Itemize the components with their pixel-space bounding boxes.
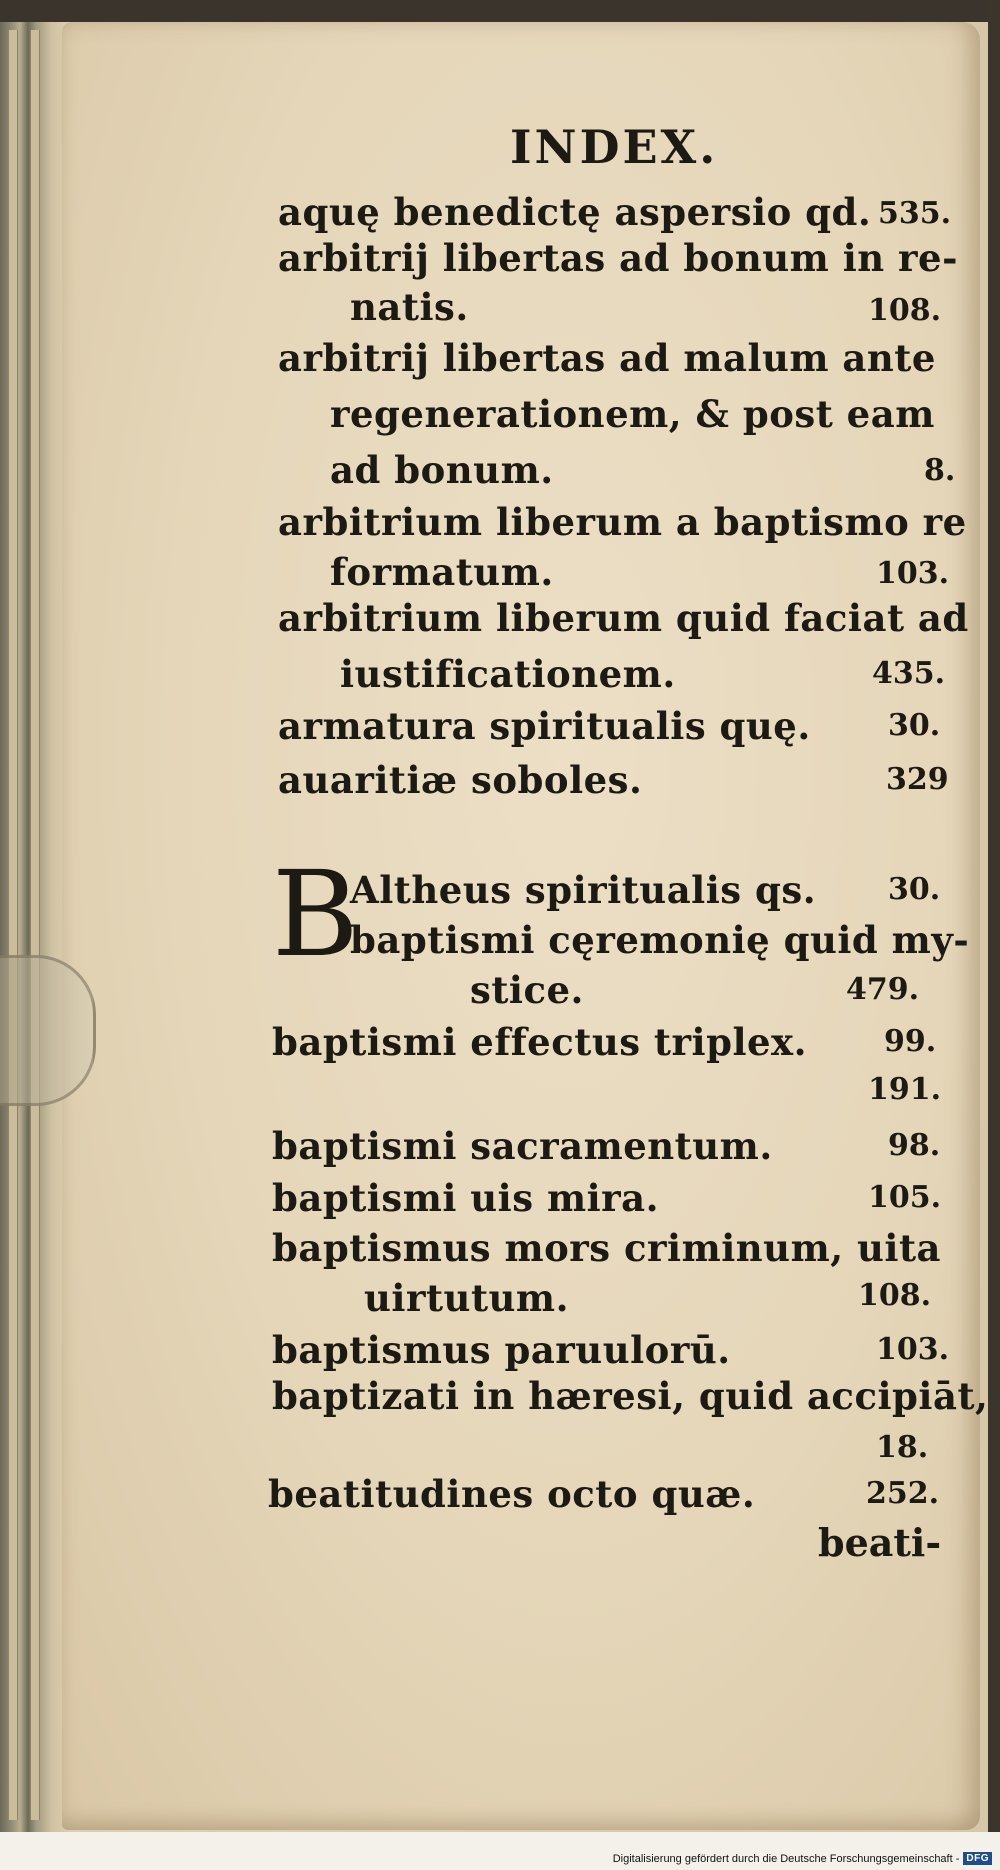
digitization-credit xyxy=(613,1852,992,1865)
index-page-number: 18. xyxy=(876,1430,929,1465)
index-entry-line: arbitrij libertas ad bonum in re- xyxy=(278,236,958,280)
drop-cap-letter: B xyxy=(272,845,359,983)
index-page-number: 108. xyxy=(868,293,942,328)
index-entry-line: Altheus spiritualis qs. xyxy=(350,868,817,912)
index-page-number: 105. xyxy=(868,1180,942,1215)
catchword: beati- xyxy=(818,1520,942,1565)
index-page-number: 30. xyxy=(888,872,941,907)
index-page-number: 103. xyxy=(876,556,950,591)
index-entry-line: natis. xyxy=(350,285,469,329)
index-entry-line: auaritiæ soboles. xyxy=(278,758,643,802)
index-entry-line: formatum. xyxy=(330,550,554,594)
index-page-number: 108. xyxy=(858,1278,932,1313)
index-entry-line: baptismus paruulorū. xyxy=(272,1328,731,1372)
index-entry-line: armatura spiritualis quę. xyxy=(278,704,811,748)
index-entry-line: ad bonum. xyxy=(330,448,554,492)
index-page-number: 435. xyxy=(872,656,946,691)
index-page-number: 252. xyxy=(866,1476,940,1511)
index-page-number: 99. xyxy=(884,1024,937,1059)
index-entry-line: baptismi uis mira. xyxy=(272,1176,660,1220)
index-entry-line: iustificationem. xyxy=(340,652,676,696)
index-entry-line: stice. xyxy=(470,968,584,1012)
index-page-number: 535. xyxy=(878,196,952,231)
page-title: INDEX. xyxy=(510,120,719,174)
index-entry-line: arbitrium liberum a baptismo re xyxy=(278,500,967,544)
index-page-number: 191. xyxy=(868,1072,942,1107)
index-page-number: 103. xyxy=(876,1332,950,1367)
index-entry-line: arbitrium liberum quid faciat ad xyxy=(278,596,969,640)
dfg-logo: DFG xyxy=(963,1852,992,1865)
index-entry-line: beatitudines octo quæ. xyxy=(268,1472,756,1516)
index-entry-line: baptismi sacramentum. xyxy=(272,1124,773,1168)
index-page-number: 479. xyxy=(846,972,920,1007)
credit-text: Digitalisierung gefördert durch die Deutsche Forschungsgemeinschaft - xyxy=(612,1852,960,1865)
index-entry-line: uirtutum. xyxy=(364,1276,569,1320)
index-entry-line: aquę benedictę aspersio qd. xyxy=(278,190,872,234)
index-page-number: 8. xyxy=(924,453,956,488)
index-entry-line: regenerationem, & post eam xyxy=(330,392,935,436)
index-entry-line: baptismus mors criminum, uita xyxy=(272,1226,942,1270)
index-entry-line: arbitrij libertas ad malum ante xyxy=(278,336,936,380)
index-page-number: 98. xyxy=(888,1128,941,1163)
index-entry-line: baptismi effectus triplex. xyxy=(272,1020,807,1064)
index-page-number: 30. xyxy=(888,708,941,743)
index-entry-line: baptizati in hæresi, quid accipiāt, xyxy=(272,1374,989,1418)
index-page-number: 329 xyxy=(886,762,949,797)
index-entry-line: baptismi cęremonię quid my- xyxy=(350,918,970,962)
